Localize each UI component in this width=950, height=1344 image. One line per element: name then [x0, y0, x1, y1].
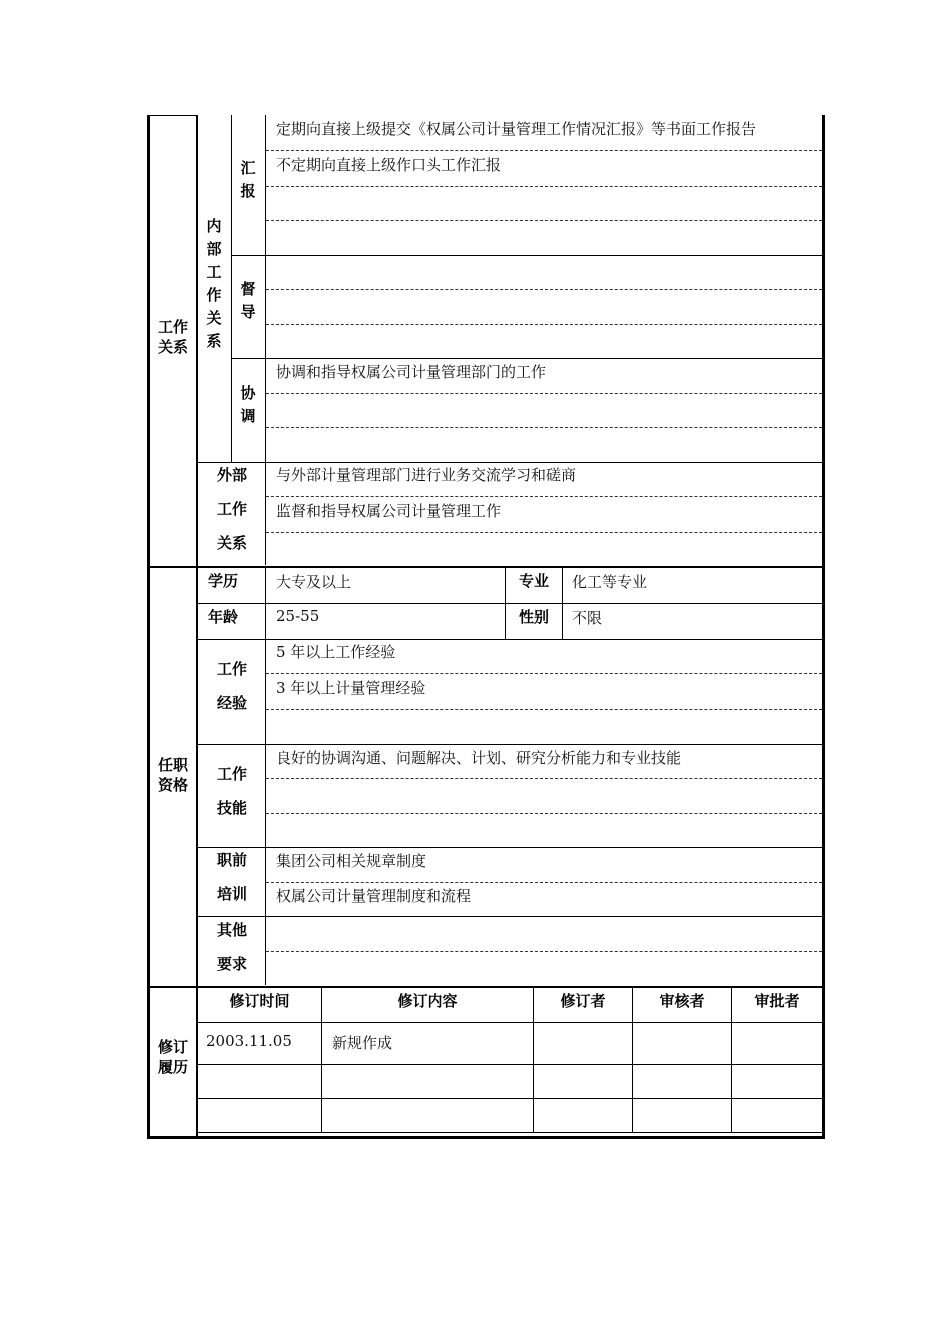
skills-label-line-1: 工作	[216, 765, 247, 783]
major-label: 专业	[518, 572, 549, 590]
revision-header-content: 修订内容	[397, 992, 458, 1010]
revision-header-date: 修订时间	[229, 992, 290, 1010]
experience-item-2: 3 年以上计量管理经验	[276, 679, 426, 697]
experience-label-line-1: 工作	[216, 660, 247, 678]
revision-row-2-bottom-line	[198, 1098, 822, 1099]
report-rule-3	[266, 220, 822, 221]
external-relations-label-line-1: 外部	[216, 466, 247, 484]
revision-header-bottom-line	[198, 1022, 822, 1023]
sub-label-divider	[265, 115, 266, 565]
skills-rule-2	[266, 813, 822, 814]
supervise-rule-2	[266, 324, 822, 325]
experience-rule-1	[266, 673, 822, 674]
coordinate-bottom-line	[198, 462, 822, 463]
skills-rule-1	[266, 778, 822, 779]
education-bottom-line	[198, 603, 822, 604]
experience-item-1: 5 年以上工作经验	[276, 643, 396, 661]
qualifications-label: 任职资格	[157, 756, 188, 795]
external-rule-2	[266, 532, 822, 533]
external-rule-1	[266, 496, 822, 497]
job-description-table	[147, 115, 826, 1139]
training-label-line-1: 职前	[216, 851, 247, 869]
training-item-1: 集团公司相关规章制度	[276, 852, 427, 870]
education-label: 学历	[207, 572, 238, 590]
coordinate-rule-1	[266, 393, 822, 394]
external-item-2: 监督和指导权属公司计量管理工作	[276, 502, 502, 520]
education-value: 大专及以上	[276, 573, 352, 591]
gender-value: 不限	[572, 609, 603, 627]
work-relations-label: 工作关系	[157, 318, 188, 357]
coordinate-item-1: 协调和指导权属公司计量管理部门的工作	[276, 363, 547, 381]
experience-rule-2	[266, 709, 822, 710]
value-column-divider	[265, 567, 266, 985]
skills-label-line-2: 技能	[216, 799, 247, 817]
revision-header-approver: 审批者	[754, 992, 800, 1010]
report-item-2: 不定期向直接上级作口头工作汇报	[276, 156, 502, 174]
revision-header-checker: 审核者	[659, 992, 705, 1010]
coordinate-label: 协调	[240, 384, 256, 425]
supervise-rule-1	[266, 289, 822, 290]
major-value: 化工等专业	[572, 573, 648, 591]
external-item-1: 与外部计量管理部门进行业务交流学习和磋商	[276, 466, 577, 484]
revision-history-label: 修订履历	[157, 1038, 188, 1077]
age-label: 年龄	[207, 608, 238, 626]
skills-bottom-line	[198, 847, 822, 848]
experience-bottom-line	[198, 744, 822, 745]
training-rule-1	[266, 882, 822, 883]
report-label: 汇报	[240, 159, 256, 200]
table-border-right	[822, 115, 825, 1139]
other-rule-1	[266, 951, 822, 952]
other-label-line-2: 要求	[216, 955, 247, 973]
training-item-2: 权属公司计量管理制度和流程	[276, 887, 472, 905]
report-item-1: 定期向直接上级提交《权属公司计量管理工作情况汇报》等书面工作报告	[276, 120, 757, 138]
training-bottom-line	[198, 916, 822, 917]
external-relations-label-line-3: 关系	[216, 534, 247, 552]
training-label-line-2: 培训	[216, 885, 247, 903]
age-bottom-line	[198, 639, 822, 640]
supervise-label: 督导	[240, 280, 256, 321]
gender-label: 性别	[518, 608, 549, 626]
coordinate-rule-2	[266, 427, 822, 428]
age-value: 25-55	[276, 607, 320, 625]
report-rule-1	[266, 150, 822, 151]
revision-header-reviser: 修订者	[560, 992, 606, 1010]
internal-relations-label: 内部工作关系	[206, 217, 222, 350]
skills-item-1: 良好的协调沟通、问题解决、计划、研究分析能力和专业技能	[276, 749, 682, 767]
revision-row-1-content: 新规作成	[332, 1034, 393, 1052]
revision-row-3-bottom-line	[198, 1132, 822, 1133]
table-border-top	[150, 115, 198, 116]
internal-label-divider	[231, 115, 232, 463]
experience-label-line-2: 经验	[216, 694, 247, 712]
other-label-line-1: 其他	[216, 921, 247, 939]
external-relations-label-line-2: 工作	[216, 500, 247, 518]
section-separator-1	[150, 566, 822, 568]
revision-row-1-date: 2003.11.05	[206, 1032, 292, 1050]
section-separator-2	[150, 986, 822, 988]
section-label-divider	[196, 115, 198, 1137]
report-bottom-line	[231, 255, 822, 256]
revision-row-1-bottom-line	[198, 1064, 822, 1065]
table-border-bottom	[147, 1136, 825, 1139]
report-rule-2	[266, 186, 822, 187]
supervise-bottom-line	[231, 358, 822, 359]
